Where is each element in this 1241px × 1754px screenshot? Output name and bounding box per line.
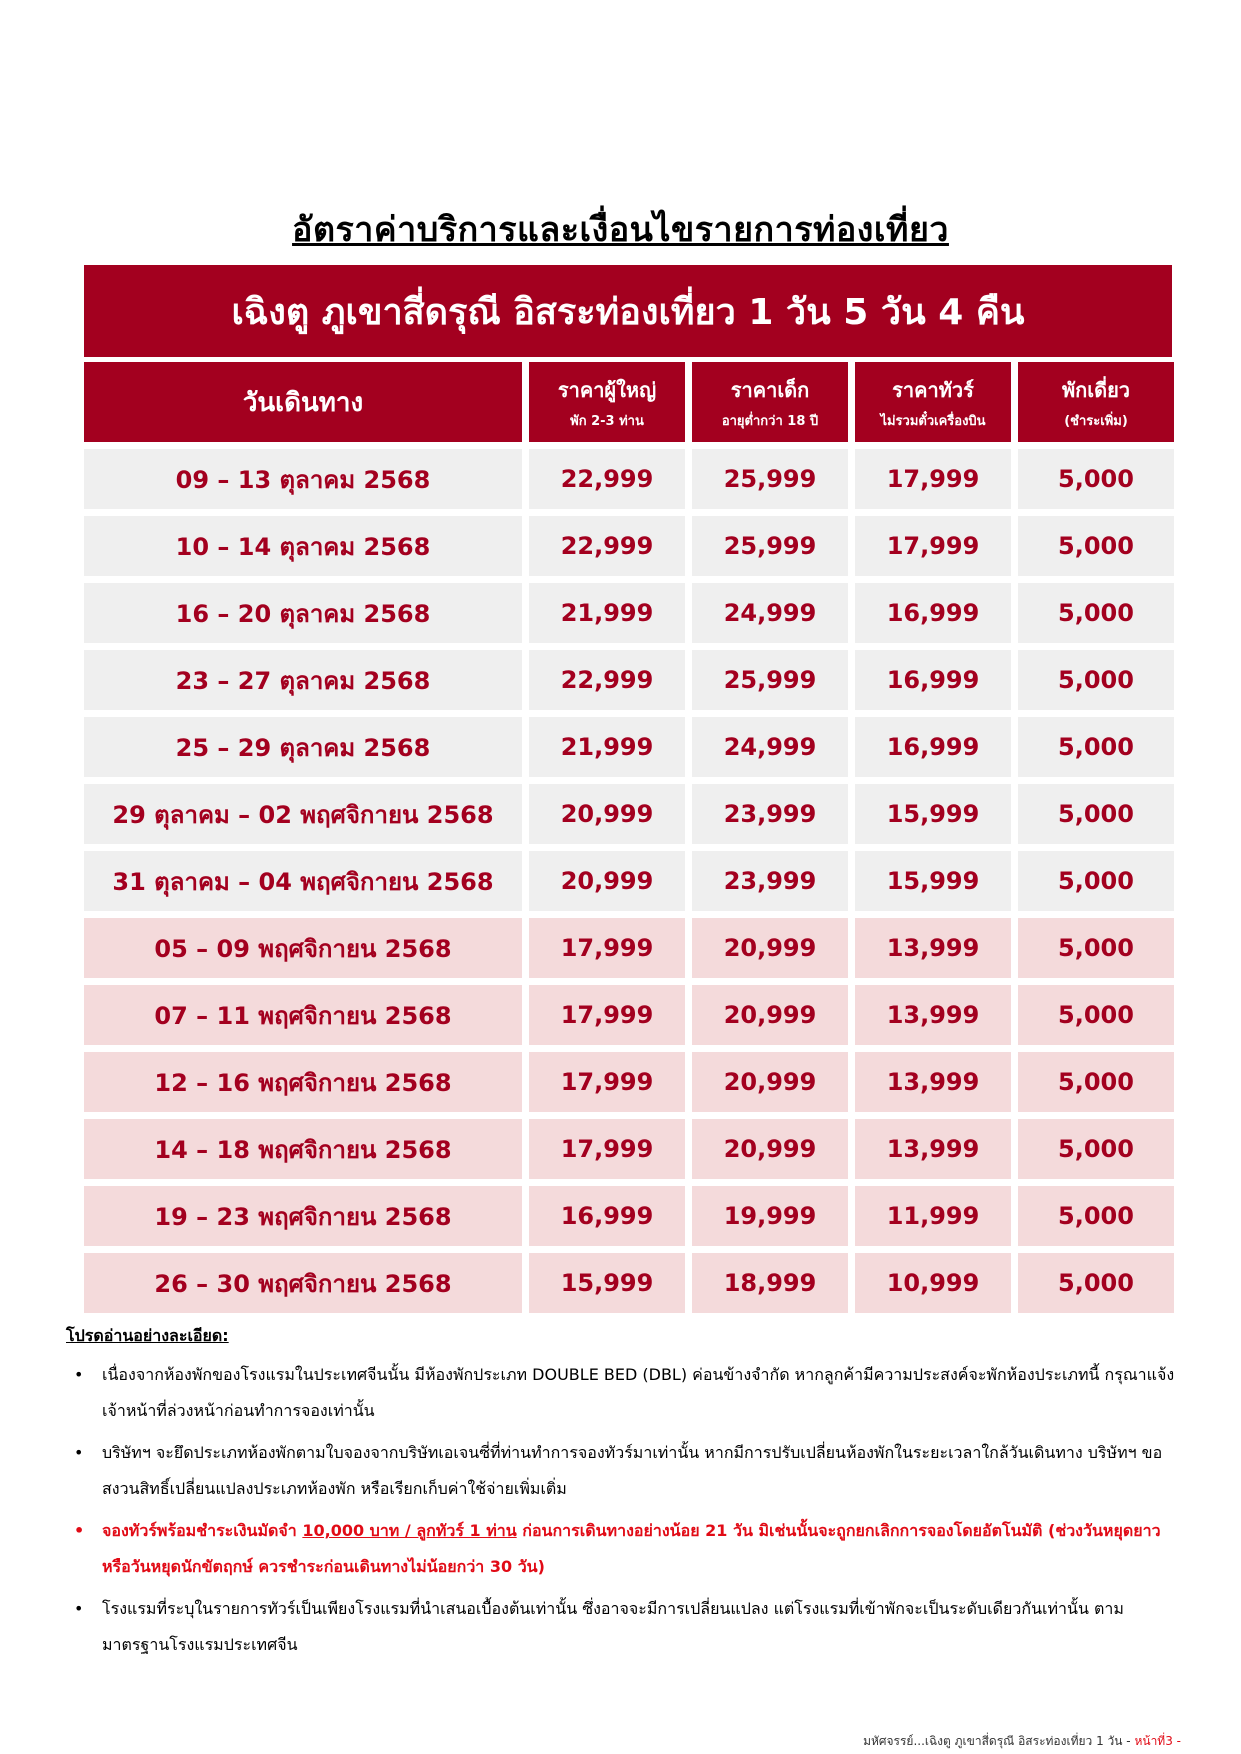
cell-adult-price: 22,999 <box>529 650 685 710</box>
header-tour-label: ราคาทัวร์ <box>892 377 974 402</box>
cell-single-price: 5,000 <box>1018 1052 1174 1112</box>
cell-single-price: 5,000 <box>1018 784 1174 844</box>
note-item <box>66 1435 1176 1507</box>
cell-adult-price: 17,999 <box>529 918 685 978</box>
cell-single-price: 5,000 <box>1018 851 1174 911</box>
bullet-icon: • <box>74 1443 84 1462</box>
note-item <box>66 1591 1176 1663</box>
cell-date: 09 – 13 ตุลาคม 2568 <box>84 449 522 509</box>
notes-title: โปรดอ่านอย่างละเอียด: <box>66 1326 229 1345</box>
page-footer <box>863 1732 1181 1751</box>
cell-child-price: 18,999 <box>692 1253 848 1313</box>
header-single-sub: (ชำระเพิ่ม) <box>1064 413 1128 429</box>
cell-date: 31 ตุลาคม – 04 พฤศจิกายน 2568 <box>84 851 522 911</box>
cell-single-price: 5,000 <box>1018 1119 1174 1179</box>
cell-tour-price: 15,999 <box>855 784 1011 844</box>
header-adult-sub: พัก 2-3 ท่าน <box>570 413 644 429</box>
header-adult-price <box>529 362 685 442</box>
cell-child-price: 24,999 <box>692 717 848 777</box>
cell-adult-price: 17,999 <box>529 985 685 1045</box>
cell-adult-price: 21,999 <box>529 717 685 777</box>
cell-date: 23 – 27 ตุลาคม 2568 <box>84 650 522 710</box>
bullet-icon: • <box>74 1365 84 1384</box>
cell-tour-price: 16,999 <box>855 583 1011 643</box>
price-table <box>84 362 1172 1313</box>
cell-single-price: 5,000 <box>1018 1253 1174 1313</box>
cell-date: 05 – 09 พฤศจิกายน 2568 <box>84 918 522 978</box>
cell-adult-price: 20,999 <box>529 851 685 911</box>
cell-single-price: 5,000 <box>1018 583 1174 643</box>
cell-date: 26 – 30 พฤศจิกายน 2568 <box>84 1253 522 1313</box>
cell-single-price: 5,000 <box>1018 449 1174 509</box>
cell-adult-price: 15,999 <box>529 1253 685 1313</box>
cell-tour-price: 16,999 <box>855 650 1011 710</box>
bullet-icon: • <box>74 1599 84 1618</box>
header-child-price <box>692 362 848 442</box>
note-text-pre: จองทัวร์พร้อมชำระเงินมัดจำ <box>102 1521 303 1540</box>
cell-adult-price: 22,999 <box>529 516 685 576</box>
cell-child-price: 19,999 <box>692 1186 848 1246</box>
footer-text: มหัศจรรย์...เฉิงตู ภูเขาสี่ดรุณี อิสระท่องเที่ยว 1 วัน - <box>863 1734 1135 1748</box>
header-single-supplement <box>1018 362 1174 442</box>
header-adult-label: ราคาผู้ใหญ่ <box>557 377 657 402</box>
page-title: อัตราค่าบริการและเงื่อนไขรายการท่องเที่ยว <box>292 210 949 250</box>
cell-date: 10 – 14 ตุลาคม 2568 <box>84 516 522 576</box>
cell-date: 14 – 18 พฤศจิกายน 2568 <box>84 1119 522 1179</box>
cell-adult-price: 16,999 <box>529 1186 685 1246</box>
cell-tour-price: 13,999 <box>855 918 1011 978</box>
page-number: หน้าที่3 - <box>1134 1734 1181 1748</box>
cell-single-price: 5,000 <box>1018 516 1174 576</box>
cell-adult-price: 21,999 <box>529 583 685 643</box>
cell-date: 25 – 29 ตุลาคม 2568 <box>84 717 522 777</box>
cell-single-price: 5,000 <box>1018 985 1174 1045</box>
cell-tour-price: 13,999 <box>855 985 1011 1045</box>
deposit-amount: 10,000 บาท / ลูกทัวร์ 1 ท่าน <box>302 1521 517 1540</box>
notes-section <box>66 1321 1176 1663</box>
cell-tour-price: 17,999 <box>855 449 1011 509</box>
cell-adult-price: 20,999 <box>529 784 685 844</box>
cell-single-price: 5,000 <box>1018 918 1174 978</box>
cell-single-price: 5,000 <box>1018 650 1174 710</box>
cell-child-price: 20,999 <box>692 1119 848 1179</box>
cell-child-price: 23,999 <box>692 851 848 911</box>
header-tour-sub: ไม่รวมตั๋วเครื่องบิน <box>880 413 986 429</box>
cell-tour-price: 11,999 <box>855 1186 1011 1246</box>
cell-child-price: 25,999 <box>692 449 848 509</box>
cell-child-price: 24,999 <box>692 583 848 643</box>
cell-date: 19 – 23 พฤศจิกายน 2568 <box>84 1186 522 1246</box>
cell-date: 07 – 11 พฤศจิกายน 2568 <box>84 985 522 1045</box>
bullet-icon: • <box>74 1521 85 1540</box>
note-text: บริษัทฯ จะยึดประเภทห้องพักตามใบจองจากบริษัทเอเจนซี่ที่ท่านทำการจองทัวร์มาเท่านั้น หากมีการปรับเปลี่ยนห้องพักในระยะเวลาใกล้วันเดินทาง บริษัทฯ ขอสงวนสิทธิ์เปลี่ยนแปลงประเภทห้องพัก หรือเรียกเก็บค่าใช้จ่ายเพิ่มเติ่ม <box>102 1443 1163 1498</box>
cell-tour-price: 10,999 <box>855 1253 1011 1313</box>
tour-name-banner: เฉิงตู ภูเขาสี่ดรุณี อิสระท่องเที่ยว 1 วัน 5 วัน 4 คืน <box>84 265 1172 357</box>
cell-tour-price: 13,999 <box>855 1052 1011 1112</box>
cell-date: 12 – 16 พฤศจิกายน 2568 <box>84 1052 522 1112</box>
cell-child-price: 25,999 <box>692 650 848 710</box>
cell-child-price: 20,999 <box>692 985 848 1045</box>
header-child-label: ราคาเด็ก <box>730 377 810 402</box>
cell-tour-price: 13,999 <box>855 1119 1011 1179</box>
cell-tour-price: 16,999 <box>855 717 1011 777</box>
cell-child-price: 20,999 <box>692 918 848 978</box>
header-child-sub: อายุต่ำกว่า 18 ปี <box>721 413 819 429</box>
cell-child-price: 23,999 <box>692 784 848 844</box>
cell-single-price: 5,000 <box>1018 717 1174 777</box>
cell-date: 16 – 20 ตุลาคม 2568 <box>84 583 522 643</box>
header-date-label: วันเดินทาง <box>242 387 364 418</box>
header-tour-price <box>855 362 1011 442</box>
header-single-label: พักเดี่ยว <box>1061 377 1131 402</box>
note-item-deposit <box>66 1513 1176 1585</box>
cell-adult-price: 22,999 <box>529 449 685 509</box>
cell-tour-price: 17,999 <box>855 516 1011 576</box>
note-text-post: ก่อนการเดินทางอย่างน้อย 21 วัน มิเช่นนั้นจะถูกยกเลิกการจองโดยอัตโนมัติ (ช่วงวันหยุดยาวหรือวันหยุดนักขัตฤกษ์ ควรชำระก่อนเดินทางไม่น้อยกว่า 30 วัน) <box>102 1521 1161 1576</box>
note-text: เนื่องจากห้องพักของโรงแรมในประเทศจีนนั้น มีห้องพักประเภท DOUBLE BED (DBL) ค่อนข้างจำกัด หากลูกค้ามีความประสงค์จะพักห้องประเภทนี้ กรุณาแจ้งเจ้าหน้าที่ล่วงหน้าก่อนทำการจองเท่านั้น <box>102 1365 1175 1420</box>
header-date <box>84 362 522 442</box>
note-text: โรงแรมที่ระบุในรายการทัวร์เป็นเพียงโรงแรมที่นำเสนอเบื้องต้นเท่านั้น ซึ่งอาจจะมีการเปลี่ยนแปลง แต่โรงแรมที่เข้าพักจะเป็นระดับเดียวกันเท่านั้น ตามมาตรฐานโรงแรมประเทศจีน <box>102 1599 1124 1654</box>
cell-adult-price: 17,999 <box>529 1052 685 1112</box>
cell-date: 29 ตุลาคม – 02 พฤศจิกายน 2568 <box>84 784 522 844</box>
note-item <box>66 1357 1176 1429</box>
cell-single-price: 5,000 <box>1018 1186 1174 1246</box>
cell-adult-price: 17,999 <box>529 1119 685 1179</box>
cell-child-price: 25,999 <box>692 516 848 576</box>
cell-child-price: 20,999 <box>692 1052 848 1112</box>
cell-tour-price: 15,999 <box>855 851 1011 911</box>
